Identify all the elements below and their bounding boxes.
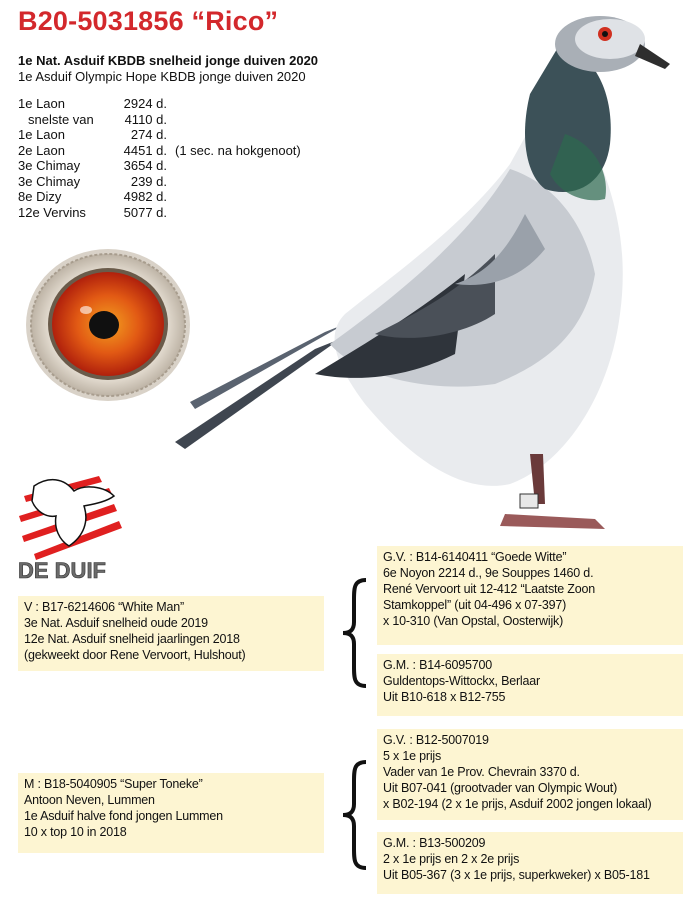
- sire-brace: [340, 578, 370, 688]
- result-note: (1 sec. na hokgenoot): [175, 142, 301, 158]
- result-birds: 239 d.: [130, 173, 167, 189]
- result-birds: 4451 d.: [123, 142, 167, 158]
- result-place: 12e Vervins: [18, 204, 86, 220]
- result-place: 8e Dizy: [18, 189, 62, 204]
- pedigree-line: 3e Nat. Asduif snelheid oude 2019: [24, 616, 208, 630]
- dam-box: [18, 773, 324, 853]
- result-place: 3e Chimay: [18, 158, 81, 173]
- pedigree-line: Uit B07-041 (grootvader van Olympic Wout): [383, 781, 618, 795]
- pedigree-line: René Vervoort uit 12-412 “Laatste Zoon: [383, 582, 595, 596]
- pedigree-line: x B02-194 (2 x 1e prijs, Asduif 2002 jongen lokaal): [383, 797, 652, 811]
- logo-text: DE DUIF: [18, 558, 106, 583]
- pedigree-line: G.V. : B14-6140411 “Goede Witte”: [383, 550, 567, 564]
- grandfather-dam-box: [377, 729, 683, 820]
- result-place: snelste van: [28, 111, 94, 127]
- pedigree-line: (gekweekt door Rene Vervoort, Hulshout): [24, 648, 246, 662]
- pedigree-line: Uit B10-618 x B12-755: [383, 690, 506, 704]
- pedigree-line: G.M. : B13-500209: [383, 836, 486, 850]
- result-place: 3e Chimay: [18, 173, 81, 189]
- pedigree-line: x 10-310 (Van Opstal, Oosterwijk): [383, 614, 564, 628]
- result-place: 2e Laon: [18, 142, 65, 158]
- pedigree-line: V : B17-6214606 “White Man”: [24, 600, 184, 614]
- pedigree-line: G.M. : B14-6095700: [383, 658, 492, 672]
- grandmother-dam-box: [377, 832, 683, 894]
- pedigree-line: 12e Nat. Asduif snelheid jaarlingen 2018: [24, 632, 240, 646]
- grandmother-sire-box: [377, 654, 683, 716]
- achievement-headline: 1e Nat. Asduif KBDB snelheid jonge duiven 2020: [18, 53, 319, 68]
- result-birds: 4982 d.: [123, 189, 167, 204]
- de-duif-logo: [14, 466, 144, 584]
- result-place: 1e Laon: [18, 127, 65, 142]
- pedigree-line: M : B18-5040905 “Super Toneke”: [24, 777, 203, 791]
- result-birds: 3654 d.: [123, 158, 167, 173]
- pedigree-line: 5 x 1e prijs: [383, 749, 442, 763]
- pedigree-line: 6e Noyon 2214 d., 9e Souppes 1460 d.: [383, 566, 594, 580]
- pedigree-line: Uit B05-367 (3 x 1e prijs, superkweker) x B05-181: [383, 868, 650, 882]
- sire-box: [18, 596, 324, 671]
- pedigree-line: Guldentops-Wittockx, Berlaar: [383, 674, 540, 688]
- pigeon-photo: [165, 14, 685, 534]
- pedigree-line: G.V. : B12-5007019: [383, 733, 489, 747]
- pedigree-line: 1e Asduif halve fond jongen Lummen: [24, 809, 223, 823]
- grandfather-sire-box: [377, 546, 683, 645]
- result-birds: 274 d.: [130, 127, 167, 142]
- result-place: 1e Laon: [18, 96, 65, 111]
- pedigree-line: 2 x 1e prijs en 2 x 2e prijs: [383, 852, 520, 866]
- result-birds: 2924 d.: [123, 96, 167, 111]
- result-birds: 4110 d.: [124, 111, 167, 127]
- dam-brace: [340, 760, 370, 870]
- achievement-subline: 1e Asduif Olympic Hope KBDB jonge duiven 2020: [18, 69, 306, 84]
- page-title: B20-5031856 “Rico”: [18, 6, 279, 36]
- pedigree-line: 10 x top 10 in 2018: [24, 825, 127, 839]
- result-birds: 5077 d.: [123, 204, 167, 220]
- pedigree-line: Antoon Neven, Lummen: [24, 793, 155, 807]
- pedigree-line: Stamkoppel” (uit 04-496 x 07-397): [383, 598, 567, 612]
- pedigree-line: Vader van 1e Prov. Chevrain 3370 d.: [383, 765, 580, 779]
